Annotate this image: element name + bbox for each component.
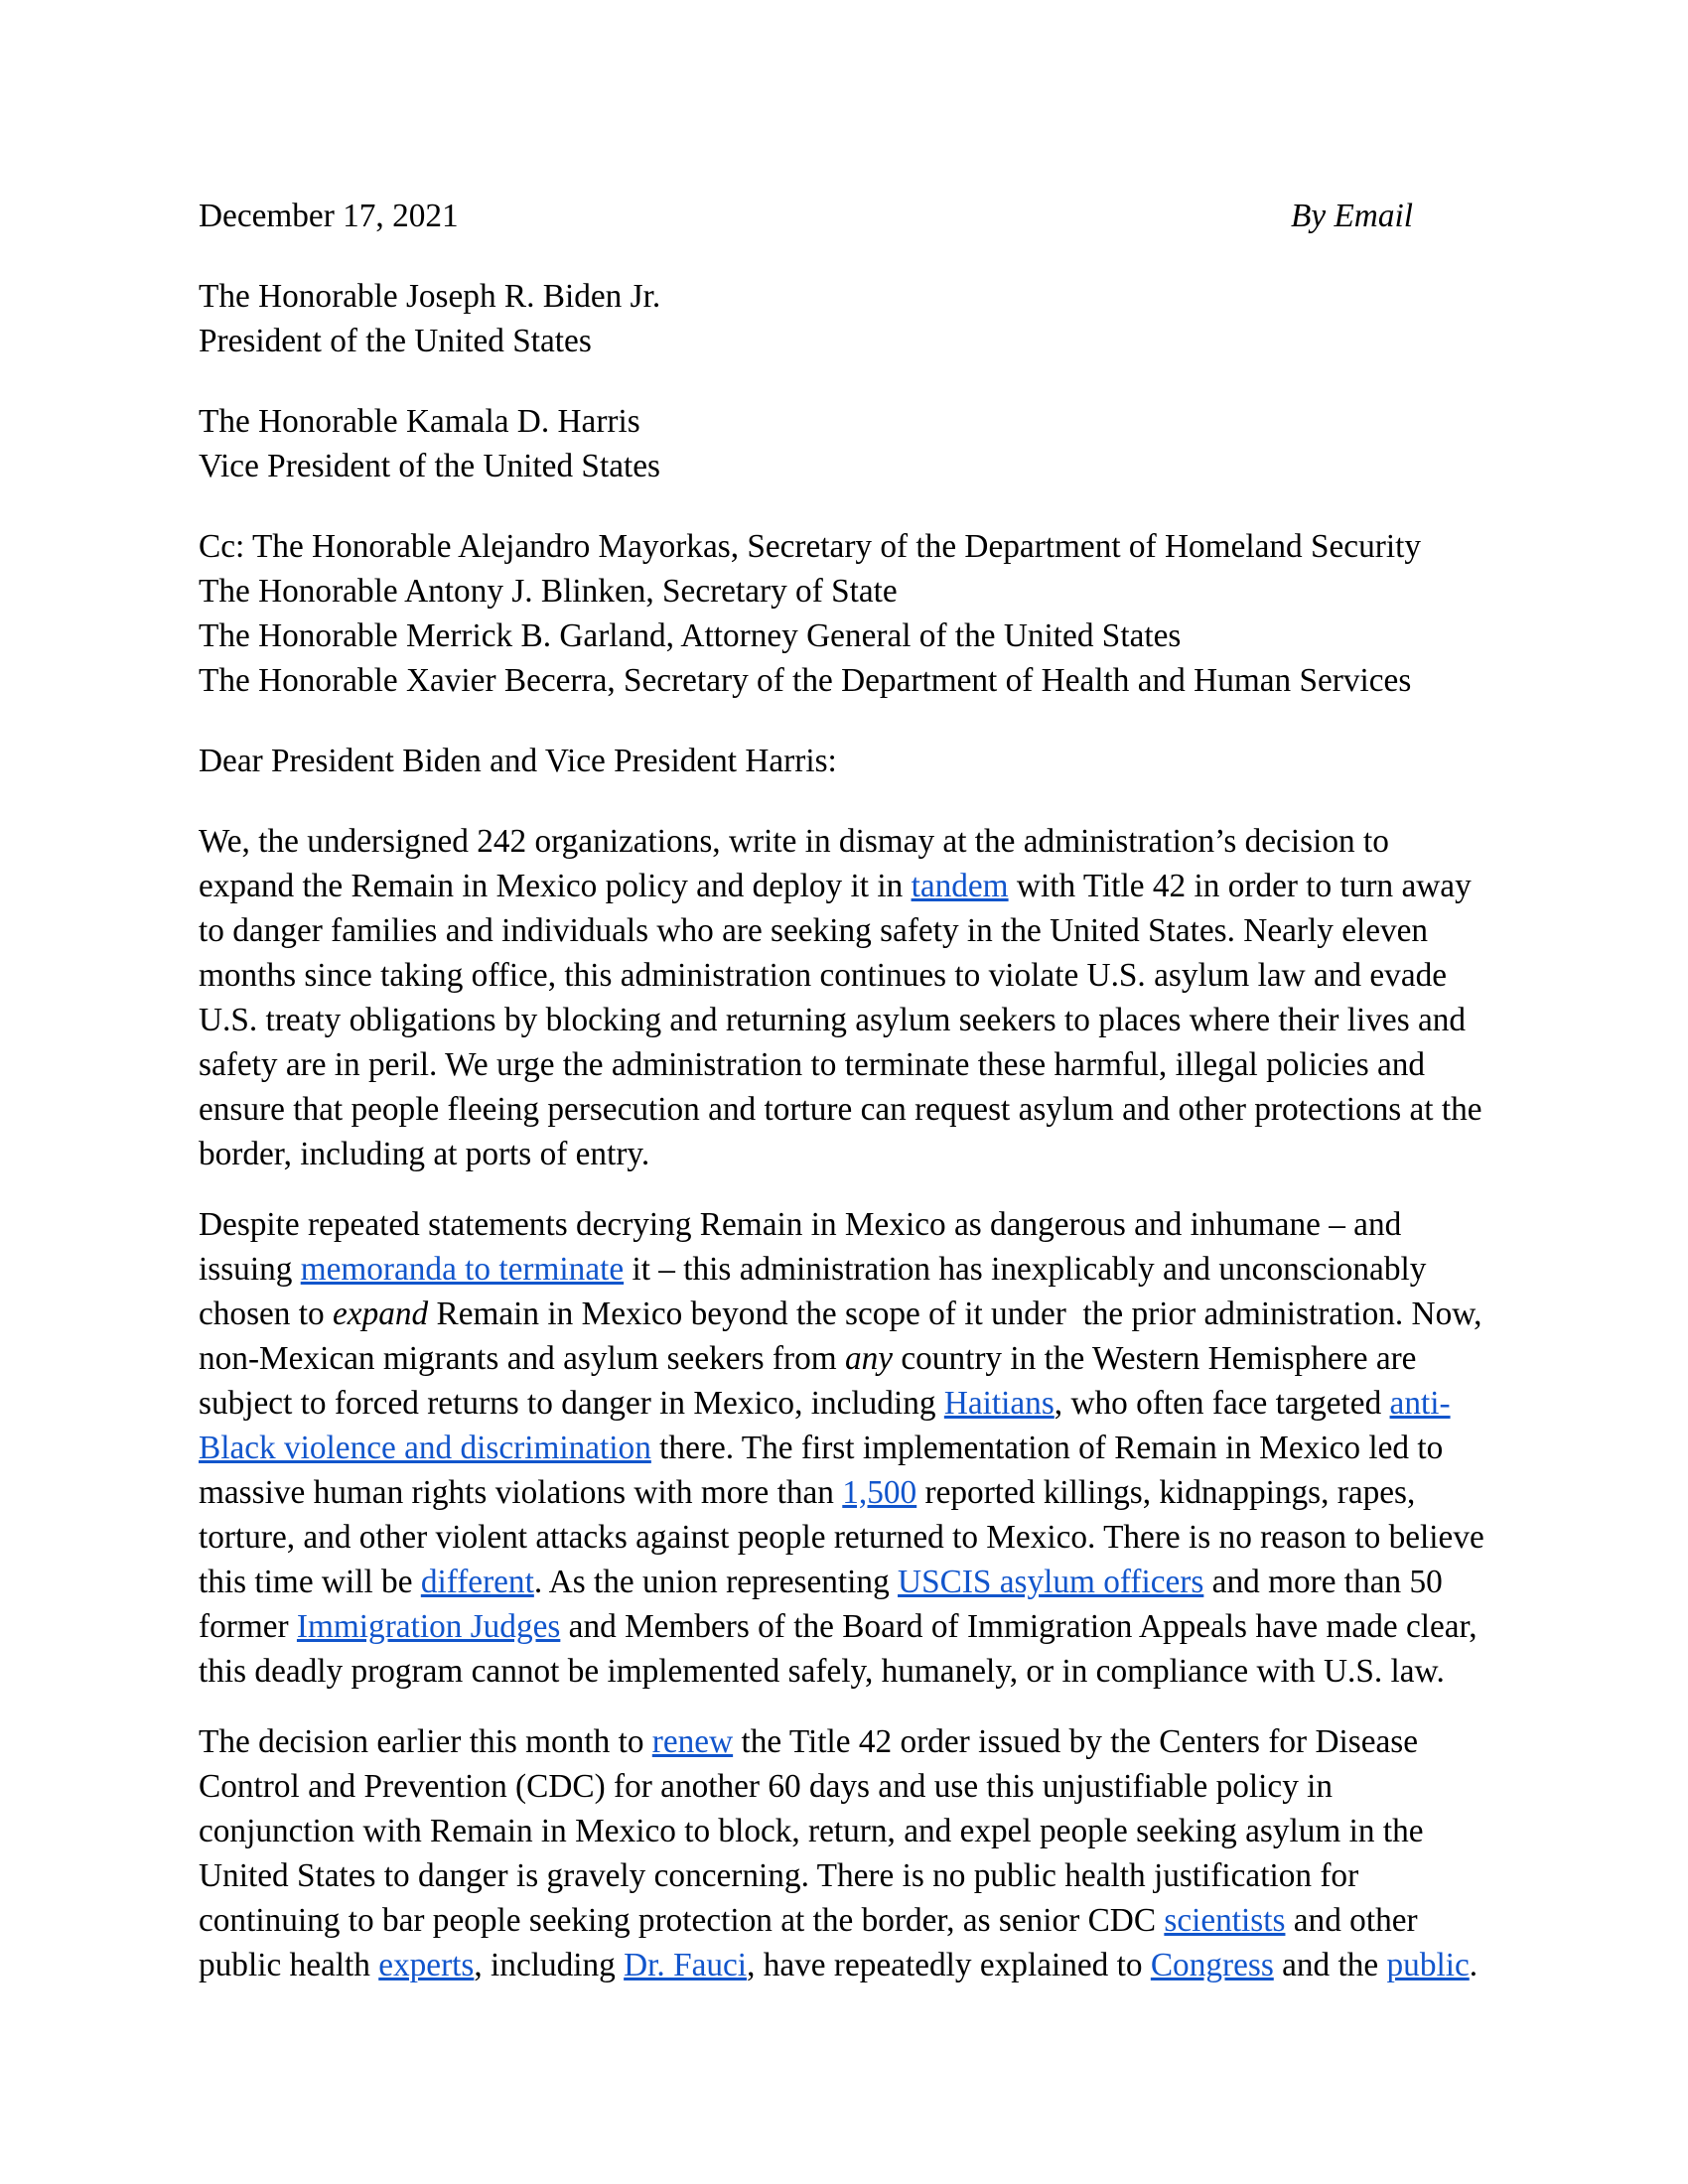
recipient-block — [199, 399, 1589, 488]
paragraph — [199, 819, 1589, 1176]
hyperlink[interactable]: Black violence and discrimination — [199, 1430, 651, 1466]
cc-block — [199, 524, 1589, 703]
text-run: Remain in Mexico beyond the scope of it under the prior administration. Now, — [428, 1296, 1482, 1332]
body-line — [199, 1560, 1589, 1604]
text-run: expand the Remain in Mexico policy and deploy it in — [199, 868, 912, 904]
text-run: , including — [474, 1947, 625, 1983]
text-run: public health — [199, 1947, 379, 1983]
text-run: ensure that people fleeing persecution and torture can request asylum and other protections at the — [199, 1091, 1482, 1128]
letter-date: December 17, 2021 — [199, 198, 459, 234]
hyperlink[interactable]: Dr. Fauci — [624, 1947, 748, 1983]
text-run: to danger families and individuals who are seeking safety in the United States. Nearly eleven — [199, 912, 1429, 949]
text-run: The Honorable Joseph R. Biden Jr. — [199, 278, 661, 315]
text-run: there. The first implementation of Remain in Mexico led to — [650, 1430, 1444, 1466]
text-run: Control and Prevention (CDC) for another 60 days and use this unjustifiable policy in — [199, 1768, 1334, 1805]
text-run: and more than 50 — [1203, 1564, 1443, 1600]
text-run: months since taking office, this administration continues to violate U.S. asylum law and evade — [199, 957, 1448, 994]
body-line — [199, 1809, 1589, 1853]
text-run: subject to forced returns to danger in Mexico, including — [199, 1385, 944, 1422]
body-line — [199, 1132, 1589, 1176]
body-line — [199, 1719, 1589, 1764]
text-run: , have repeatedly explained to — [747, 1947, 1151, 1983]
text-run: continuing to bar people seeking protection at the border, as senior CDC — [199, 1902, 1165, 1939]
body-line — [199, 1764, 1589, 1809]
body-line — [199, 1470, 1589, 1515]
text-run: . — [1469, 1947, 1478, 1983]
delivery-method: By Email — [1291, 198, 1413, 234]
paragraph — [199, 1202, 1589, 1694]
body-line — [199, 1336, 1589, 1381]
body-line — [199, 1604, 1589, 1649]
hyperlink[interactable]: 1,500 — [842, 1474, 917, 1511]
body-line — [199, 1042, 1589, 1087]
text-run: Despite repeated statements decrying Remain in Mexico as dangerous and inhumane – and — [199, 1206, 1402, 1243]
body-line — [199, 819, 1589, 864]
italic-text: any — [844, 1340, 894, 1377]
letter-body — [199, 819, 1589, 1987]
text-run: conjunction with Remain in Mexico to block, return, and expel people seeking asylum in the — [199, 1813, 1424, 1849]
text-run: The Honorable Merrick B. Garland, Attorney General of the United States — [199, 617, 1182, 654]
text-run: United States to danger is gravely concerning. There is no public health justification for — [199, 1857, 1359, 1894]
text-run: . As the union representing — [533, 1564, 899, 1600]
hyperlink[interactable]: Immigration Judges — [296, 1608, 561, 1645]
text-run: chosen to — [199, 1296, 334, 1332]
body-line — [199, 1853, 1589, 1898]
text-run: country in the Western Hemisphere are — [893, 1340, 1417, 1377]
hyperlink[interactable]: tandem — [911, 868, 1009, 904]
recipient-blocks — [199, 274, 1589, 488]
body-line — [199, 1898, 1589, 1943]
cc-line — [199, 524, 1589, 569]
body-line — [199, 1943, 1589, 1987]
cc-line — [199, 658, 1589, 703]
recipient-line — [199, 444, 1589, 488]
text-run: and other — [1285, 1902, 1418, 1939]
hyperlink[interactable]: experts — [378, 1947, 475, 1983]
text-run: , who often face targeted — [1054, 1385, 1390, 1422]
hyperlink[interactable]: Haitians — [943, 1385, 1055, 1422]
text-run: this deadly program cannot be implemented safely, humanely, or in compliance with U.S. law. — [199, 1653, 1445, 1690]
hyperlink[interactable]: Congress — [1150, 1947, 1274, 1983]
text-run: the Title 42 order issued by the Centers for Disease — [733, 1723, 1419, 1760]
text-run: safety are in peril. We urge the administration to terminate these harmful, illegal policies and — [199, 1046, 1426, 1083]
body-line — [199, 908, 1589, 953]
body-line — [199, 953, 1589, 998]
text-run: Vice President of the United States — [199, 448, 660, 484]
recipient-line — [199, 274, 1589, 319]
letter-header — [199, 194, 1589, 238]
text-run: The decision earlier this month to — [199, 1723, 652, 1760]
text-run: issuing — [199, 1251, 301, 1288]
text-run: with Title 42 in order to turn away — [1008, 868, 1472, 904]
text-run: We, the undersigned 242 organizations, write in dismay at the administration’s decision to — [199, 823, 1389, 860]
hyperlink[interactable]: anti- — [1389, 1385, 1451, 1422]
body-line — [199, 1292, 1589, 1336]
body-line — [199, 1087, 1589, 1132]
recipient-line — [199, 319, 1589, 363]
hyperlink[interactable]: memoranda to terminate — [300, 1251, 625, 1288]
hyperlink[interactable]: USCIS asylum officers — [898, 1564, 1204, 1600]
body-line — [199, 1426, 1589, 1470]
cc-line — [199, 614, 1589, 658]
italic-text: expand — [333, 1296, 429, 1332]
text-run: torture, and other violent attacks against people returned to Mexico. There is no reason to believe — [199, 1519, 1484, 1556]
text-run: massive human rights violations with more than — [199, 1474, 843, 1511]
text-run: and the — [1273, 1947, 1387, 1983]
recipient-block — [199, 274, 1589, 363]
body-line — [199, 1649, 1589, 1694]
text-run: and Members of the Board of Immigration Appeals have made clear, — [560, 1608, 1477, 1645]
hyperlink[interactable]: different — [420, 1564, 534, 1600]
cc-line — [199, 569, 1589, 614]
salutation: Dear President Biden and Vice President Harris: — [199, 743, 837, 779]
body-line — [199, 1247, 1589, 1292]
text-run: former — [199, 1608, 297, 1645]
text-run: reported killings, kidnappings, rapes, — [916, 1474, 1416, 1511]
text-run: President of the United States — [199, 323, 592, 359]
text-run: Cc: The Honorable Alejandro Mayorkas, Secretary of the Department of Homeland Security — [199, 528, 1421, 565]
body-line — [199, 1381, 1589, 1426]
text-run: U.S. treaty obligations by blocking and returning asylum seekers to places where their lives and — [199, 1002, 1467, 1038]
text-run: The Honorable Kamala D. Harris — [199, 403, 640, 440]
body-line — [199, 998, 1589, 1042]
recipient-line — [199, 399, 1589, 444]
text-run: The Honorable Xavier Becerra, Secretary of the Department of Health and Human Services — [199, 662, 1412, 699]
text-run: this time will be — [199, 1564, 421, 1600]
text-run: non-Mexican migrants and asylum seekers from — [199, 1340, 845, 1377]
hyperlink[interactable]: public — [1386, 1947, 1470, 1983]
paragraph — [199, 1719, 1589, 1987]
text-run: border, including at ports of entry. — [199, 1136, 650, 1172]
hyperlink[interactable]: renew — [651, 1723, 734, 1760]
text-run: The Honorable Antony J. Blinken, Secretary of State — [199, 573, 898, 610]
body-line — [199, 1515, 1589, 1560]
body-line — [199, 864, 1589, 908]
body-line — [199, 1202, 1589, 1247]
text-run: it – this administration has inexplicably and unconscionably — [624, 1251, 1427, 1288]
hyperlink[interactable]: scientists — [1164, 1902, 1286, 1939]
